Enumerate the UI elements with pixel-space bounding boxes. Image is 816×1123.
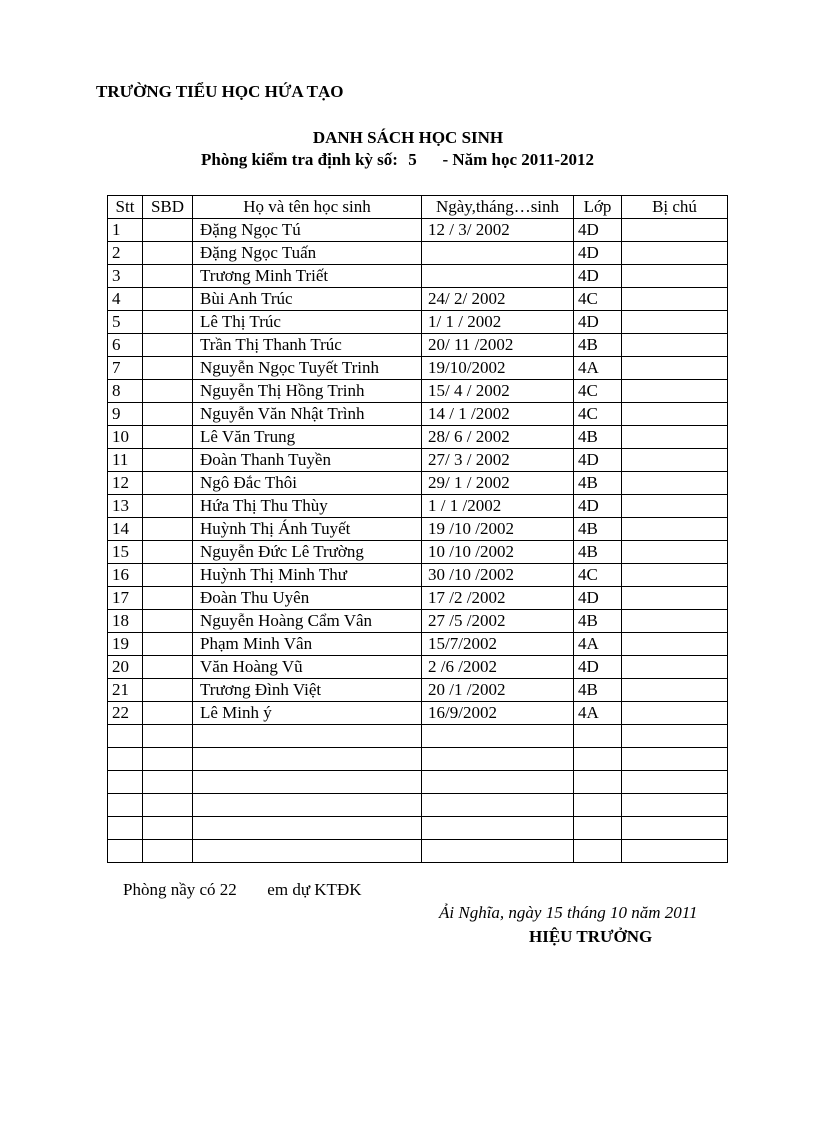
sbd-cell: [143, 288, 193, 311]
column-header-note: Bị chú: [622, 196, 728, 219]
student-name-cell: Trương Minh Triết: [193, 265, 422, 288]
student-name-cell: Trương Đình Việt: [193, 679, 422, 702]
note-cell: [622, 518, 728, 541]
stt-cell: 12: [108, 472, 143, 495]
class-cell: [574, 794, 622, 817]
student-name-cell: [193, 840, 422, 863]
sbd-cell: [143, 242, 193, 265]
table-row: [108, 380, 728, 403]
class-cell: 4B: [574, 518, 622, 541]
student-name-cell: [193, 794, 422, 817]
table-header-row: [108, 196, 728, 219]
column-header-sbd: SBD: [143, 196, 193, 219]
table-row: [108, 242, 728, 265]
birth-date-cell: 1 / 1 /2002: [422, 495, 574, 518]
note-cell: [622, 725, 728, 748]
stt-cell: 13: [108, 495, 143, 518]
stt-cell: 7: [108, 357, 143, 380]
room-number: 5: [408, 150, 417, 169]
student-name-cell: Đoàn Thu Uyên: [193, 587, 422, 610]
table-row: [108, 656, 728, 679]
count-value: 22: [219, 880, 237, 899]
table-row: [108, 541, 728, 564]
class-cell: 4D: [574, 587, 622, 610]
sbd-cell: [143, 794, 193, 817]
student-name-cell: Huỳnh Thị Ánh Tuyết: [193, 518, 422, 541]
class-cell: 4B: [574, 472, 622, 495]
note-cell: [622, 472, 728, 495]
sbd-cell: [143, 748, 193, 771]
birth-date-cell: 29/ 1 / 2002: [422, 472, 574, 495]
student-name-cell: Nguyễn Thị Hồng Trinh: [193, 380, 422, 403]
note-cell: [622, 403, 728, 426]
birth-date-cell: 30 /10 /2002: [422, 564, 574, 587]
class-cell: 4C: [574, 380, 622, 403]
birth-date-cell: 15/ 4 / 2002: [422, 380, 574, 403]
student-name-cell: Lê Thị Trúc: [193, 311, 422, 334]
sbd-cell: [143, 702, 193, 725]
birth-date-cell: [422, 242, 574, 265]
class-cell: 4D: [574, 219, 622, 242]
birth-date-cell: 10 /10 /2002: [422, 541, 574, 564]
stt-cell: 15: [108, 541, 143, 564]
table-row: [108, 633, 728, 656]
table-body: [108, 219, 728, 863]
note-cell: [622, 219, 728, 242]
stt-cell: 17: [108, 587, 143, 610]
student-name-cell: Huỳnh Thị Minh Thư: [193, 564, 422, 587]
sbd-cell: [143, 610, 193, 633]
birth-date-cell: [422, 265, 574, 288]
birth-date-cell: 20 /1 /2002: [422, 679, 574, 702]
student-name-cell: Đặng Ngọc Tú: [193, 219, 422, 242]
table-row: [108, 725, 728, 748]
student-roster-table: [107, 195, 728, 863]
student-name-cell: Nguyễn Văn Nhật Trình: [193, 403, 422, 426]
note-cell: [622, 495, 728, 518]
stt-cell: 2: [108, 242, 143, 265]
table-row: [108, 518, 728, 541]
stt-cell: [108, 771, 143, 794]
room-label: Phòng kiểm tra định kỳ số:: [201, 150, 398, 169]
sbd-cell: [143, 472, 193, 495]
note-cell: [622, 541, 728, 564]
table-row: [108, 311, 728, 334]
school-name: TRƯỜNG TIỂU HỌC HỨA TẠO: [96, 82, 344, 101]
birth-date-cell: 2 /6 /2002: [422, 656, 574, 679]
stt-cell: 9: [108, 403, 143, 426]
stt-cell: 14: [108, 518, 143, 541]
birth-date-cell: 12 / 3/ 2002: [422, 219, 574, 242]
class-cell: 4C: [574, 288, 622, 311]
sbd-cell: [143, 840, 193, 863]
sbd-cell: [143, 495, 193, 518]
note-cell: [622, 242, 728, 265]
stt-cell: [108, 817, 143, 840]
student-name-cell: Đặng Ngọc Tuấn: [193, 242, 422, 265]
document-title: DANH SÁCH HỌC SINH: [312, 128, 504, 147]
table-row: [108, 426, 728, 449]
sbd-cell: [143, 656, 193, 679]
sbd-cell: [143, 403, 193, 426]
stt-cell: 8: [108, 380, 143, 403]
birth-date-cell: [422, 840, 574, 863]
birth-date-cell: [422, 725, 574, 748]
note-cell: [622, 564, 728, 587]
student-name-cell: [193, 725, 422, 748]
birth-date-cell: 20/ 11 /2002: [422, 334, 574, 357]
student-name-cell: [193, 748, 422, 771]
table-row: [108, 449, 728, 472]
note-cell: [622, 426, 728, 449]
table-row: [108, 357, 728, 380]
stt-cell: 5: [108, 311, 143, 334]
sbd-cell: [143, 771, 193, 794]
sbd-cell: [143, 725, 193, 748]
sbd-cell: [143, 265, 193, 288]
birth-date-cell: 17 /2 /2002: [422, 587, 574, 610]
class-cell: 4D: [574, 242, 622, 265]
note-cell: [622, 449, 728, 472]
student-name-cell: Lê Văn Trung: [193, 426, 422, 449]
sbd-cell: [143, 518, 193, 541]
class-cell: 4A: [574, 633, 622, 656]
class-cell: [574, 817, 622, 840]
note-cell: [622, 311, 728, 334]
class-cell: 4C: [574, 564, 622, 587]
column-header-dob: Ngày,tháng…sinh: [422, 196, 574, 219]
stt-cell: 1: [108, 219, 143, 242]
class-cell: 4A: [574, 702, 622, 725]
note-cell: [622, 380, 728, 403]
student-name-cell: Nguyễn Ngọc Tuyết Trinh: [193, 357, 422, 380]
birth-date-cell: 1/ 1 / 2002: [422, 311, 574, 334]
class-cell: 4D: [574, 495, 622, 518]
stt-cell: 4: [108, 288, 143, 311]
table-row: [108, 817, 728, 840]
sbd-cell: [143, 679, 193, 702]
class-cell: [574, 771, 622, 794]
table-row: [108, 472, 728, 495]
sbd-cell: [143, 564, 193, 587]
stt-cell: [108, 840, 143, 863]
birth-date-cell: 19 /10 /2002: [422, 518, 574, 541]
student-name-cell: Bùi Anh Trúc: [193, 288, 422, 311]
birth-date-cell: [422, 794, 574, 817]
student-name-cell: Ngô Đắc Thôi: [193, 472, 422, 495]
class-cell: [574, 725, 622, 748]
note-cell: [622, 794, 728, 817]
column-header-class: Lớp: [574, 196, 622, 219]
note-cell: [622, 656, 728, 679]
birth-date-cell: 19/10/2002: [422, 357, 574, 380]
table-row: [108, 564, 728, 587]
class-cell: 4B: [574, 334, 622, 357]
table-row: [108, 702, 728, 725]
birth-date-cell: 27 /5 /2002: [422, 610, 574, 633]
table-row: [108, 840, 728, 863]
table-row: [108, 587, 728, 610]
class-cell: [574, 840, 622, 863]
student-name-cell: Đoàn Thanh Tuyền: [193, 449, 422, 472]
student-name-cell: Phạm Minh Vân: [193, 633, 422, 656]
note-cell: [622, 840, 728, 863]
exam-room-line: [201, 150, 594, 170]
student-name-cell: Hứa Thị Thu Thùy: [193, 495, 422, 518]
birth-date-cell: 28/ 6 / 2002: [422, 426, 574, 449]
class-cell: 4B: [574, 679, 622, 702]
signer-title: HIỆU TRƯỞNG: [529, 927, 653, 946]
birth-date-cell: 14 / 1 /2002: [422, 403, 574, 426]
place-and-date: Ải Nghĩa, ngày 15 tháng 10 năm 2011: [439, 903, 698, 922]
class-cell: 4B: [574, 610, 622, 633]
stt-cell: 3: [108, 265, 143, 288]
stt-cell: [108, 794, 143, 817]
birth-date-cell: 24/ 2/ 2002: [422, 288, 574, 311]
table-row: [108, 748, 728, 771]
stt-cell: 22: [108, 702, 143, 725]
student-count-line: [123, 880, 362, 900]
class-cell: 4D: [574, 311, 622, 334]
class-cell: [574, 748, 622, 771]
sbd-cell: [143, 426, 193, 449]
stt-cell: [108, 748, 143, 771]
note-cell: [622, 357, 728, 380]
table-row: [108, 771, 728, 794]
sbd-cell: [143, 357, 193, 380]
class-cell: 4D: [574, 265, 622, 288]
student-name-cell: [193, 771, 422, 794]
table-row: [108, 219, 728, 242]
student-name-cell: [193, 817, 422, 840]
stt-cell: [108, 725, 143, 748]
count-prefix: Phòng nầy có: [123, 880, 216, 899]
note-cell: [622, 771, 728, 794]
note-cell: [622, 748, 728, 771]
birth-date-cell: [422, 771, 574, 794]
birth-date-cell: 16/9/2002: [422, 702, 574, 725]
sbd-cell: [143, 334, 193, 357]
stt-cell: 19: [108, 633, 143, 656]
note-cell: [622, 265, 728, 288]
birth-date-cell: [422, 748, 574, 771]
class-cell: 4B: [574, 541, 622, 564]
sbd-cell: [143, 541, 193, 564]
stt-cell: 16: [108, 564, 143, 587]
student-name-cell: Văn Hoàng Vũ: [193, 656, 422, 679]
note-cell: [622, 610, 728, 633]
birth-date-cell: [422, 817, 574, 840]
birth-date-cell: 27/ 3 / 2002: [422, 449, 574, 472]
table-row: [108, 334, 728, 357]
stt-cell: 11: [108, 449, 143, 472]
student-name-cell: Lê Minh ý: [193, 702, 422, 725]
note-cell: [622, 817, 728, 840]
note-cell: [622, 702, 728, 725]
table-row: [108, 265, 728, 288]
sbd-cell: [143, 219, 193, 242]
table-row: [108, 288, 728, 311]
stt-cell: 20: [108, 656, 143, 679]
note-cell: [622, 288, 728, 311]
note-cell: [622, 633, 728, 656]
note-cell: [622, 679, 728, 702]
note-cell: [622, 334, 728, 357]
class-cell: 4B: [574, 426, 622, 449]
student-name-cell: Nguyễn Hoàng Cẩm Vân: [193, 610, 422, 633]
school-year: - Năm học 2011-2012: [442, 150, 595, 169]
class-cell: 4A: [574, 357, 622, 380]
student-name-cell: Nguyễn Đức Lê Trường: [193, 541, 422, 564]
sbd-cell: [143, 817, 193, 840]
column-header-stt: Stt: [108, 196, 143, 219]
table-row: [108, 403, 728, 426]
note-cell: [622, 587, 728, 610]
stt-cell: 18: [108, 610, 143, 633]
stt-cell: 10: [108, 426, 143, 449]
class-cell: 4C: [574, 403, 622, 426]
table-row: [108, 679, 728, 702]
sbd-cell: [143, 380, 193, 403]
table-row: [108, 495, 728, 518]
student-name-cell: Trần Thị Thanh Trúc: [193, 334, 422, 357]
sbd-cell: [143, 587, 193, 610]
class-cell: 4D: [574, 449, 622, 472]
sbd-cell: [143, 311, 193, 334]
count-suffix: em dự KTĐK: [267, 880, 362, 899]
table-row: [108, 610, 728, 633]
column-header-name: Họ và tên học sinh: [193, 196, 422, 219]
table-row: [108, 794, 728, 817]
class-cell: 4D: [574, 656, 622, 679]
birth-date-cell: 15/7/2002: [422, 633, 574, 656]
sbd-cell: [143, 449, 193, 472]
sbd-cell: [143, 633, 193, 656]
stt-cell: 6: [108, 334, 143, 357]
stt-cell: 21: [108, 679, 143, 702]
